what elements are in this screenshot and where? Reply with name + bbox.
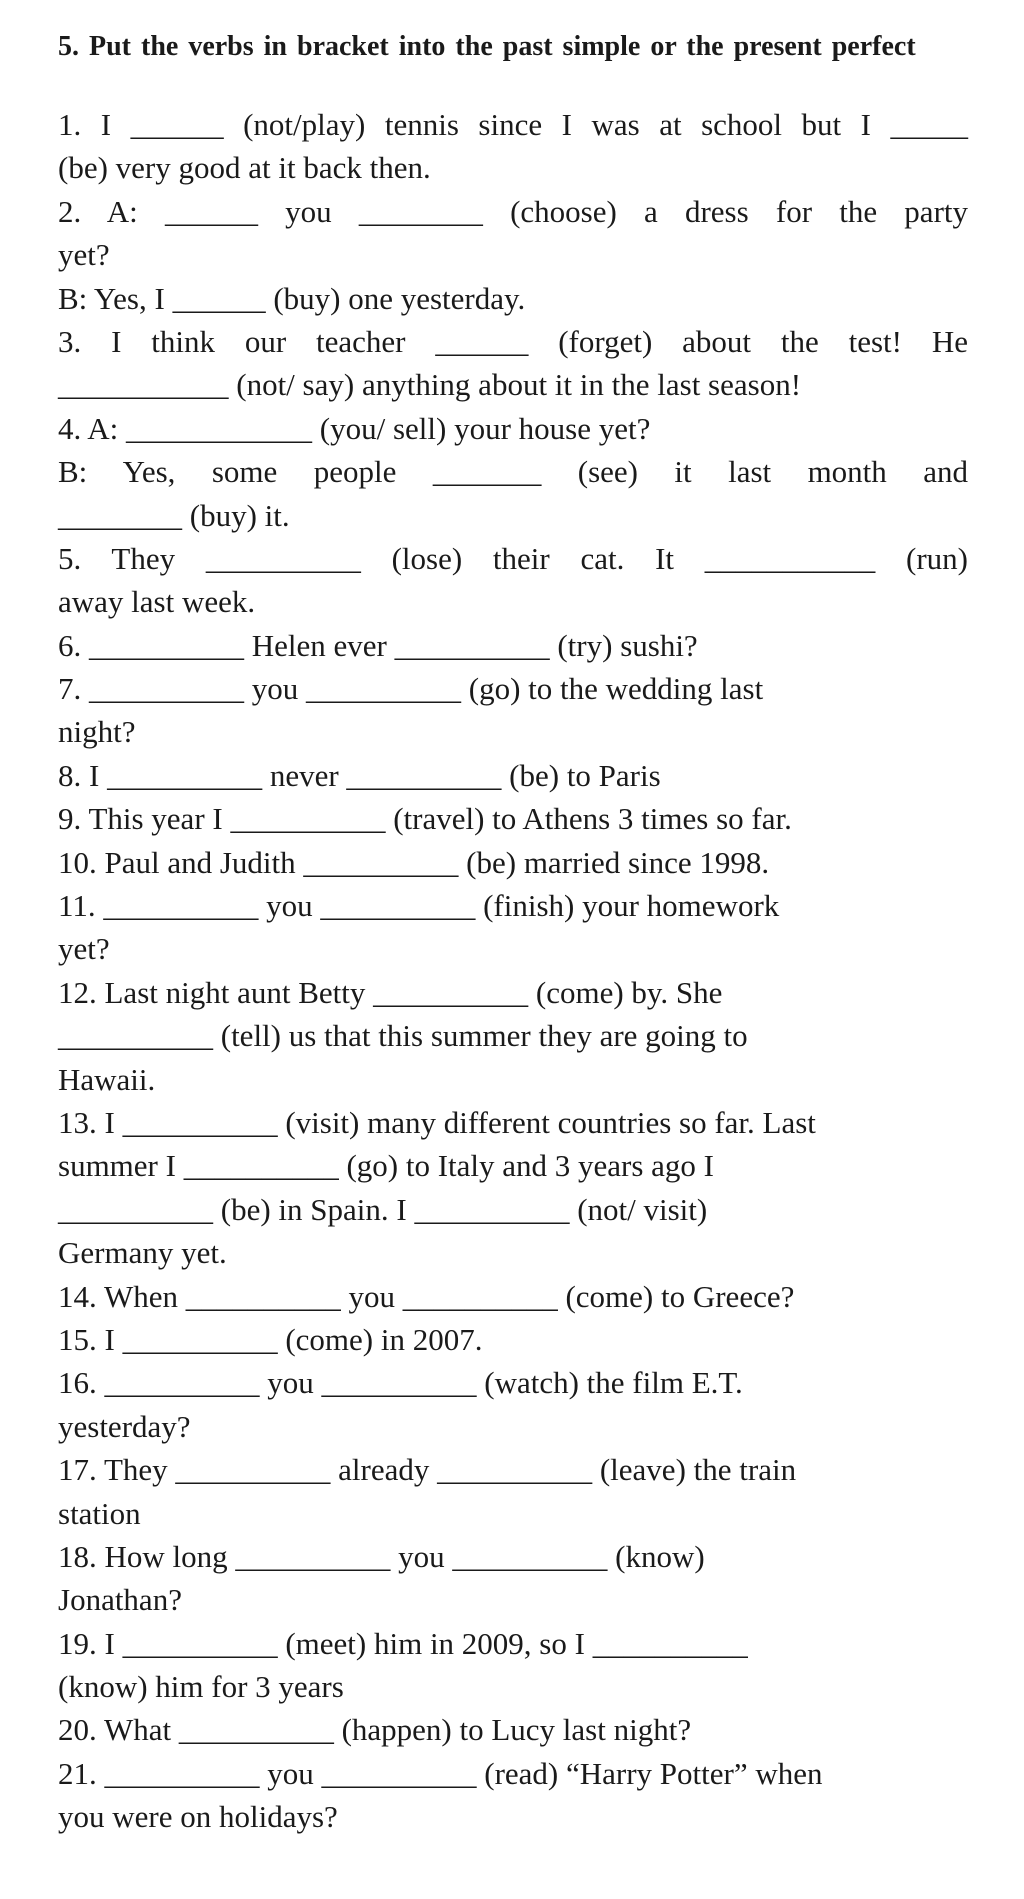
exercise-line: yesterday? xyxy=(58,1408,191,1444)
exercise-line: 9. This year I __________ (travel) to Athens 3 times so far. xyxy=(58,801,792,837)
exercise-line: Germany yet. xyxy=(58,1235,227,1271)
exercise-line: 13. I __________ (visit) many different countries so far. Last xyxy=(58,1104,816,1140)
exercise-line: 18. How long __________ you __________ (know) xyxy=(58,1538,705,1574)
exercise-line: B: Yes, I ______ (buy) one yesterday. xyxy=(58,280,526,316)
exercise-line: yet? xyxy=(58,931,110,967)
exercise-line: 6. __________ Helen ever __________ (try) sushi? xyxy=(58,627,698,663)
exercise-line: 4. A: ____________ (you/ sell) your house yet? xyxy=(58,410,651,446)
exercise-line: 14. When __________ you __________ (come) to Greece? xyxy=(58,1278,795,1314)
exercise-line: 3. I think our teacher ______ (forget) about the test! He xyxy=(58,323,968,359)
exercise-line: 20. What __________ (happen) to Lucy last night? xyxy=(58,1712,692,1748)
exercise-line: 10. Paul and Judith __________ (be) married since 1998. xyxy=(58,844,770,880)
exercise-line: ________ (buy) it. xyxy=(58,497,290,533)
exercise-line: yet? xyxy=(58,237,110,273)
exercise-line: Jonathan? xyxy=(58,1582,182,1618)
exercise-line: 12. Last night aunt Betty __________ (come) by. She xyxy=(58,974,723,1010)
exercise-lines xyxy=(58,103,968,1839)
exercise-line: night? xyxy=(58,714,136,750)
exercise-line: 15. I __________ (come) in 2007. xyxy=(58,1321,483,1357)
exercise-line: ___________ (not/ say) anything about it in the last season! xyxy=(58,367,802,403)
exercise-line: 19. I __________ (meet) him in 2009, so I __________ xyxy=(58,1625,748,1661)
exercise-line: __________ (tell) us that this summer they are going to xyxy=(58,1018,748,1054)
exercise-line: 1. I ______ (not/play) tennis since I was at school but I _____ xyxy=(58,107,968,142)
exercise-line: __________ (be) in Spain. I __________ (not/ visit) xyxy=(58,1191,708,1227)
exercise-line: 7. __________ you __________ (go) to the wedding last xyxy=(58,671,764,707)
exercise-line: away last week. xyxy=(58,584,256,620)
exercise-line: Hawaii. xyxy=(58,1061,156,1097)
exercise-line: 2. A: ______ you ________ (choose) a dress for the party xyxy=(58,193,968,229)
exercise-line: 21. __________ you __________ (read) “Harry Potter” when xyxy=(58,1755,823,1791)
exercise-line: (be) very good at it back then. xyxy=(58,150,431,186)
exercise-line: 11. __________ you __________ (finish) your homework xyxy=(58,888,780,924)
exercise-line: (know) him for 3 years xyxy=(58,1669,344,1705)
exercise-line: B: Yes, some people _______ (see) it last month and xyxy=(58,454,968,490)
exercise-line: you were on holidays? xyxy=(58,1799,338,1835)
exercise-line: 17. They __________ already __________ (leave) the train xyxy=(58,1452,797,1488)
exercise-line: station xyxy=(58,1495,141,1531)
exercise-line: 5. They __________ (lose) their cat. It ___________ (run) xyxy=(58,540,968,576)
exercise-line: 16. __________ you __________ (watch) the film E.T. xyxy=(58,1365,743,1401)
exercise-heading: 5. Put the verbs in bracket into the past simple or the present perfect xyxy=(58,31,916,62)
exercise-line: 8. I __________ never __________ (be) to Paris xyxy=(58,757,661,793)
exercise-line: summer I __________ (go) to Italy and 3 years ago I xyxy=(58,1148,715,1184)
